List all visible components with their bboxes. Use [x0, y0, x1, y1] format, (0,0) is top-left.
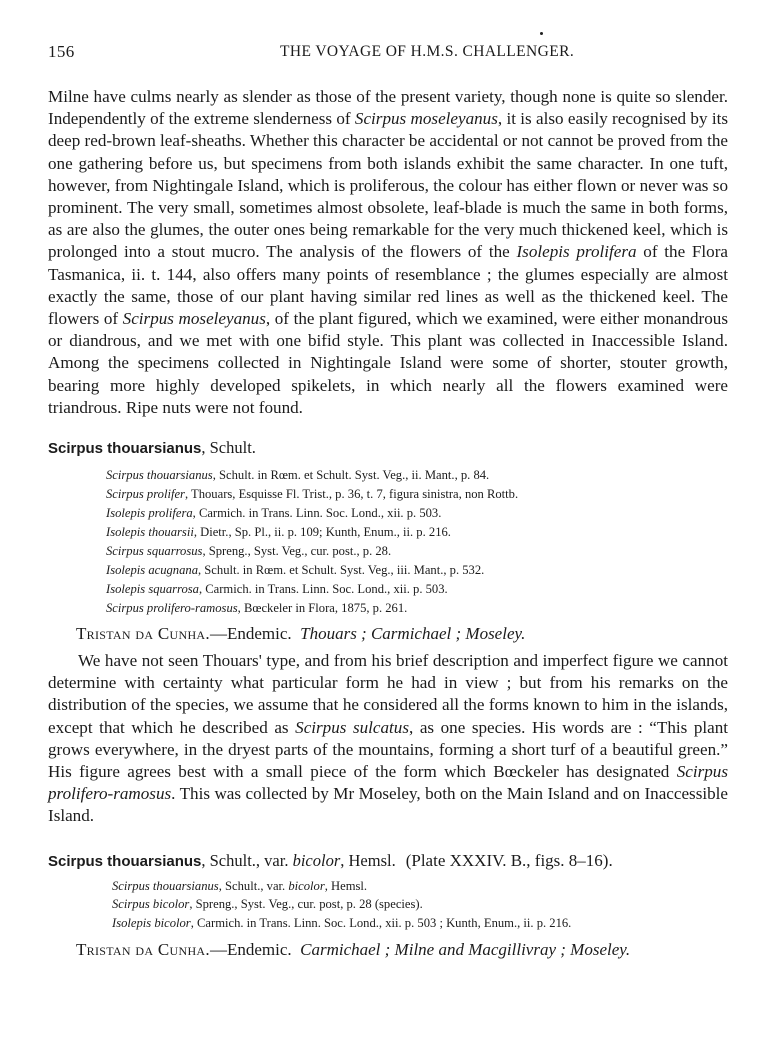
endemic-status: —Endemic. — [209, 624, 292, 644]
synonym-entry — [112, 877, 728, 896]
synonym-name: Isolepis prolifera — [106, 506, 193, 521]
synonym-entry — [112, 914, 728, 933]
taxon-name: Scirpus moseleyanus — [122, 309, 266, 329]
locality-line — [76, 622, 728, 646]
running-title: THE VOYAGE OF H.M.S. CHALLENGER. — [280, 43, 575, 60]
locality-name: Tristan da Cunha. — [76, 624, 210, 644]
text-run: , it is also easily recognised by its deep red-brown leaf-sheaths. Whether this character be accidental or not cannot be proved from the one gathering before us, but specimens from both islands exhibit the same character. In one tuft, however, from Nightingale Island, which is proliferous, the colour has either flown or never was so prominent. The very small, sometimes almost obsolete, leaf-blade is much the same in both forms, as are also the glumes, the outer ones being remarkable for the very much thickened keel, which is prolonged into a stout mucro. The analysis of the flowers of the — [48, 109, 728, 262]
synonym-reference: , Dietr., Sp. Pl., ii. p. 109; Kunth, Enum., ii. p. 216. — [193, 525, 451, 540]
synonym-name: Isolepis acugnana — [106, 563, 198, 578]
synonym-reference: , Schult. in Rœm. et Schult. Syst. Veg., iii. Mant., p. 532. — [198, 563, 485, 578]
stray-dot — [540, 32, 543, 35]
plate-reference: (Plate XXXIV. B., figs. 8–16). — [405, 850, 613, 870]
synonym-entry — [106, 599, 728, 618]
synonym-name: Scirpus squarrosus — [106, 544, 203, 559]
synonym-entry — [106, 580, 728, 599]
synonym-name: Scirpus prolifer — [106, 487, 185, 502]
taxon-name: Scirpus moseleyanus — [354, 109, 498, 129]
page-header — [48, 42, 728, 66]
species-authority: , Schult. — [201, 438, 256, 458]
synonym-entry — [106, 504, 728, 523]
endemic-status: —Endemic. — [209, 940, 292, 960]
synonym-name: Scirpus thouarsianus — [106, 468, 213, 483]
synonymy-list — [106, 466, 728, 618]
synonym-reference: , Bœckeler in Flora, 1875, p. 261. — [237, 601, 408, 616]
synonym-entry — [106, 523, 728, 542]
text-run: We have not seen Thouars' type, and from his brief description and imperfect figure we cannot determine with certainty what particular form he had in view ; but from his remarks on the distribution of the species, we assume that he considered all the forms known to him in the islands, except that which he described as — [48, 651, 728, 737]
synonym-reference: , Spreng., Syst. Veg., cur. post., p. 28. — [202, 544, 392, 559]
text-run: , as one species. His words are : “This plant grows everywhere, in the dryest parts of the mountains, forming a short turf of a beautiful green.” His figure agrees best with a small piece of the form which Bœckeler has designated — [48, 717, 728, 782]
species-authority: , Schult., var. — [201, 850, 293, 870]
locality-name: Tristan da Cunha. — [76, 940, 210, 960]
species-heading-thouarsianus — [48, 437, 728, 460]
synonym-reference: , Carmich. in Trans. Linn. Soc. Lond., xii. p. 503 ; Kunth, Enum., ii. p. 216. — [190, 915, 572, 930]
variety-name: bicolor — [288, 878, 325, 893]
synonym-name: Isolepis squarrosa — [106, 582, 199, 597]
locality-line — [76, 938, 728, 962]
synonym-name: Isolepis bicolor — [112, 915, 191, 930]
synonym-reference: , Schult., var. — [218, 878, 289, 893]
synonym-name: Scirpus prolifero-ramosus — [106, 601, 238, 616]
synonym-entry — [106, 485, 728, 504]
taxon-name: Isolepis prolifera — [516, 242, 637, 262]
text-run: of the Flora Tasmanica, ii. t. 144, also offers many points of resemblance ; the glumes especially are almost exactly the same, those of our plant having similar red lines as well as the thickened keel. The flowers of — [48, 242, 728, 329]
paragraph-thouars-type — [48, 650, 728, 828]
synonym-entry — [106, 466, 728, 485]
collectors: Thouars ; Carmichael ; Moseley. — [300, 624, 526, 644]
species-heading-bicolor — [48, 850, 728, 873]
collectors: Carmichael ; Milne and Macgillivray ; Moseley. — [300, 940, 631, 960]
synonym-reference: , Carmich. in Trans. Linn. Soc. Lond., xii. p. 503. — [192, 506, 442, 521]
synonym-reference: , Hemsl. — [324, 878, 368, 893]
synonym-reference: , Carmich. in Trans. Linn. Soc. Lond., xii. p. 503. — [198, 582, 448, 597]
taxon-name: Scirpus sulcatus — [295, 717, 409, 737]
text-run: Milne have culms nearly as slender as those of the present variety, though none is quite so slender. Independently of the extreme slenderness of — [48, 87, 728, 129]
synonym-reference: , Schult. in Rœm. et Schult. Syst. Veg., ii. Mant., p. 84. — [212, 468, 490, 483]
species-authority: , Hemsl. — [340, 850, 396, 870]
text-run: . This was collected by Mr Moseley, both on the Main Island and on Inaccessible Island. — [48, 784, 728, 826]
page-number: 156 — [48, 42, 75, 61]
synonym-name: Scirpus thouarsianus — [112, 878, 219, 893]
text-run: , of the plant figured, which we examined, were either monandrous or diandrous, and we met with one bifid style. This plant was collected in Inaccessible Island. Among the specimens collected in Nightingale Island were some of shorter, stouter growth, bearing more highly developed spikelets, in which nearly all the flowers examined were triandrous. Ripe nuts were not found. — [48, 309, 728, 417]
synonym-entry — [106, 542, 728, 561]
synonym-entry — [106, 561, 728, 580]
synonym-reference: , Thouars, Esquisse Fl. Trist., p. 36, t. 7, figura sinistra, non Rottb. — [184, 487, 519, 502]
species-name: Scirpus thouarsianus — [48, 440, 202, 458]
synonym-reference: , Spreng., Syst. Veg., cur. post, p. 28 (species). — [189, 897, 423, 912]
variety-name: bicolor — [292, 850, 341, 870]
synonymy-list — [112, 877, 728, 933]
taxon-name: Scirpus prolifero-ramosus — [48, 762, 728, 804]
synonym-name: Isolepis thouarsii — [106, 525, 194, 540]
paragraph-moseleyanus-discussion — [48, 86, 728, 419]
synonym-name: Scirpus bicolor — [112, 897, 190, 912]
synonym-entry — [112, 895, 728, 914]
species-name: Scirpus thouarsianus — [48, 852, 202, 870]
